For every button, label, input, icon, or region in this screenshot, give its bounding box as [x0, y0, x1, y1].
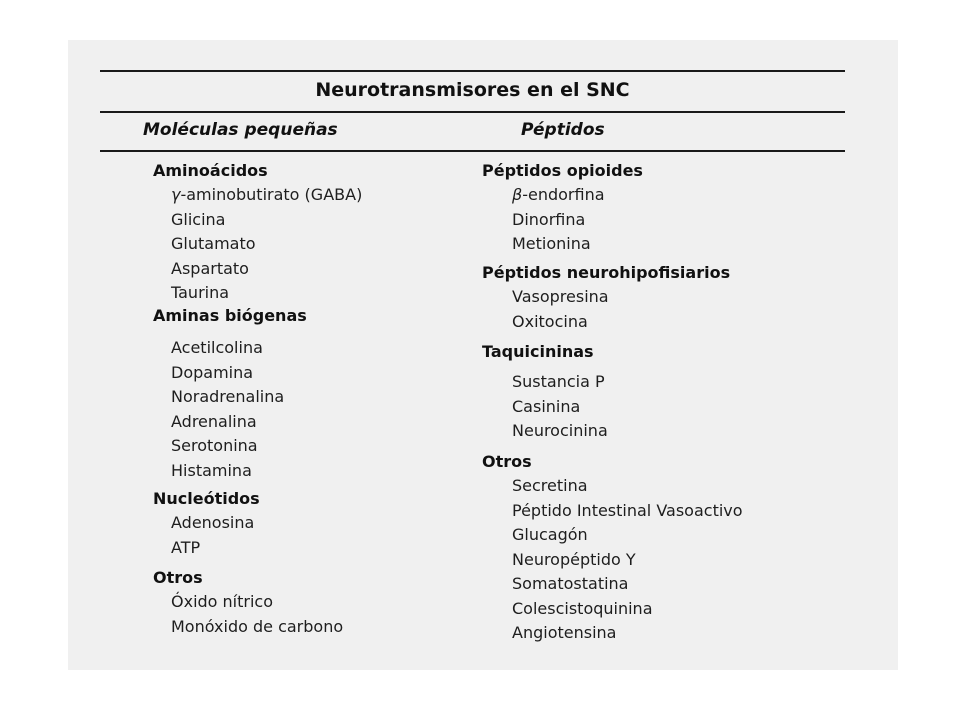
- group-title: Otros: [153, 568, 203, 587]
- list-item: Dinorfina: [512, 209, 586, 229]
- list-item: Aspartato: [171, 258, 249, 278]
- list-item: Neurocinina: [512, 421, 608, 440]
- group-title: Taquicininas: [482, 342, 594, 361]
- list-item: Histamina: [171, 460, 252, 480]
- list-item: Secretina: [512, 476, 588, 495]
- list-item: Dopamina: [171, 362, 254, 382]
- list-item: Glicina: [171, 209, 226, 229]
- list-item: β-endorfina: [512, 185, 605, 204]
- list-item: Óxido nítrico: [171, 592, 274, 611]
- header-left: Moléculas pequeñas: [143, 120, 338, 140]
- list-item: γ-aminobutirato (GABA): [171, 185, 363, 204]
- list-item: Metionina: [512, 234, 591, 253]
- list-item: Sustancia P: [512, 372, 605, 391]
- list-item: Oxitocina: [512, 311, 588, 331]
- list-item: Monóxido de carbono: [171, 616, 344, 636]
- list-item: Noradrenalina: [171, 387, 285, 406]
- header-right: Péptidos: [521, 120, 605, 140]
- list-item: Vasopresina: [512, 287, 609, 306]
- title-rule: [100, 111, 845, 113]
- list-item: Glucagón: [512, 525, 588, 544]
- list-item: Adrenalina: [171, 411, 257, 431]
- group-title: Péptidos opioides: [482, 161, 643, 180]
- list-item: Casinina: [512, 396, 581, 416]
- list-item: Taurina: [171, 283, 230, 302]
- group-title: Péptidos neurohipofisiarios: [482, 263, 731, 282]
- list-item: ATP: [171, 537, 201, 557]
- list-item: Angiotensina: [512, 623, 617, 642]
- list-item: Colescistoquinina: [512, 598, 653, 618]
- list-item: Péptido Intestinal Vasoactivo: [512, 500, 743, 520]
- group-title: Otros: [482, 452, 532, 471]
- group-title: Aminas biógenas: [153, 306, 307, 325]
- list-item: Neuropéptido Y: [512, 549, 636, 569]
- list-item: Somatostatina: [512, 574, 629, 593]
- list-item: Glutamato: [171, 234, 256, 253]
- top-rule: [100, 70, 845, 72]
- list-item: Acetilcolina: [171, 338, 263, 357]
- list-item: Serotonina: [171, 436, 258, 455]
- group-title: Aminoácidos: [153, 161, 268, 180]
- group-title: Nucleótidos: [153, 489, 260, 508]
- table-title: Neurotransmisores en el SNC: [315, 79, 630, 101]
- header-rule: [100, 150, 845, 152]
- list-item: Adenosina: [171, 513, 255, 532]
